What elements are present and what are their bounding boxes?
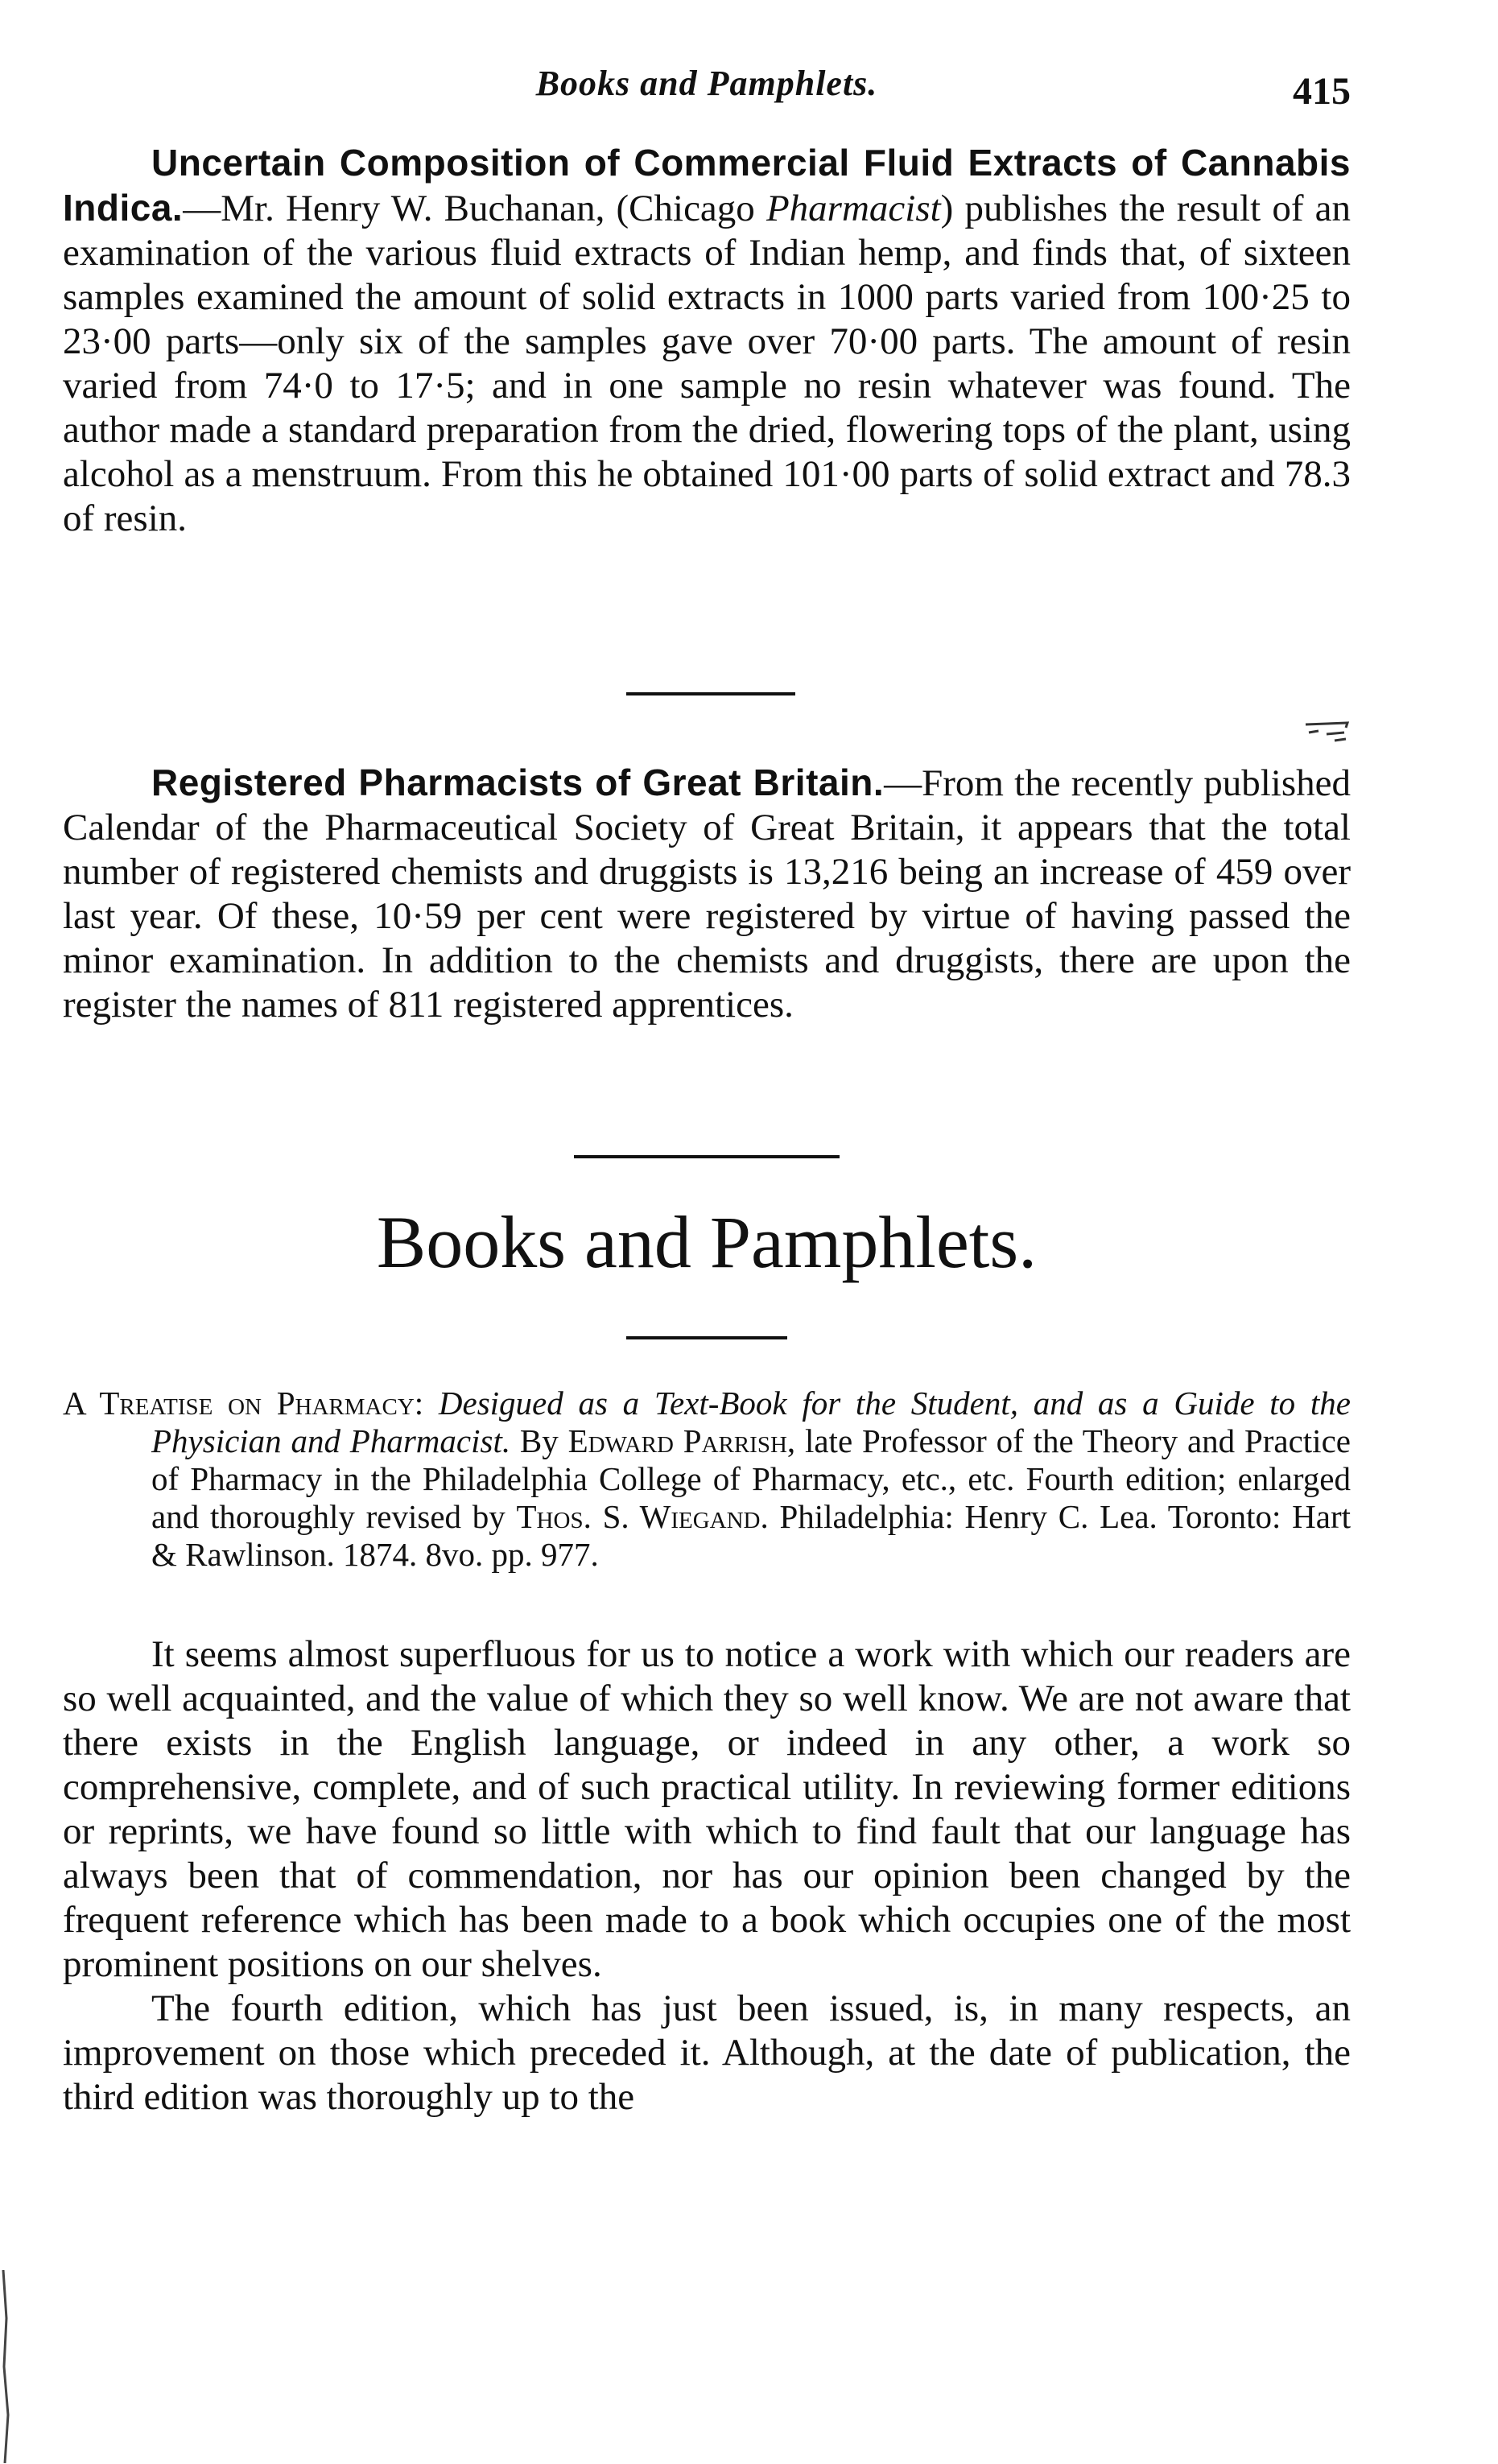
- running-title: Books and Pamphlets.: [535, 64, 878, 103]
- article-body-rest: ) publishes the result of an examination of the various fluid extracts of Indian hemp, and finds that, of sixteen samples examined the amount of solid extracts in 1000 parts varied from 100·25 to 23·00 parts—only six of the samples gave over 70·00 parts. The amount of resin varied from 74·0 to 17·5; and in one sample no resin whatever was found. The author made a standard preparation from the dried, flowering tops of the plant, using alcohol as a menstruum. From this he obtained 101·00 parts of solid extract and 78.3 of resin.: [63, 188, 1351, 539]
- ink-smudge: [1302, 716, 1351, 749]
- book-reviser: Thos. S. Wiegand: [516, 1498, 761, 1535]
- citation-by: By: [510, 1422, 568, 1459]
- running-head: [63, 63, 1351, 119]
- article-body-start: —Mr. Henry W. Buchanan, (Chicago: [183, 188, 766, 229]
- page-number: 415: [1293, 70, 1351, 113]
- article-paragraph: [63, 141, 1351, 541]
- article-registered-pharmacists: [63, 761, 1351, 1027]
- section-divider: [574, 1155, 840, 1158]
- article-cannabis-extracts: [63, 141, 1351, 541]
- book-author: Edward Parrish: [567, 1422, 787, 1459]
- article-body: —From the recently published Calendar of the Pharmaceutical Society of Great Britain, it appears that the total number of registered chemists and druggists is 13,216 being an increase of 459 over last year. Of these, 10·59 per cent were registered by virtue of having passed the minor examination. In addition to the chemists and druggists, there are upon the register the names of 811 registered apprentices.: [63, 762, 1351, 1026]
- book-imprint: . Philadelphia: Henry C. Lea. Toronto: Hart & Rawlinson. 1874. 8vo. pp. 977.: [151, 1498, 1352, 1573]
- article-paragraph: [63, 761, 1351, 1027]
- article-headline: Uncertain Composition of Commercial Fluid Extracts of Cannabis Indica.: [63, 142, 1351, 229]
- review-paragraph: The fourth edition, which has just been issued, is, in many respects, an improvement on those which preceded it. Although, at the date of publication, the third edition was thoroughly up to the: [63, 1987, 1351, 2118]
- citation-separator: :: [414, 1385, 439, 1422]
- book-title: A Treatise on Pharmacy: [63, 1385, 415, 1422]
- section-divider: [626, 1336, 787, 1339]
- page-edge-mark: [0, 2270, 16, 2463]
- article-headline: Registered Pharmacists of Great Britain.: [151, 761, 885, 803]
- book-subtitle: Desigued as a Text-Book for the Student, and as a Guide to the Physician and Pharmacist.: [151, 1385, 1351, 1459]
- section-divider: [626, 692, 795, 695]
- review-paragraph: It seems almost superfluous for us to notice a work with which our readers are so well acquainted, and the value of which they so well know. We are not aware that there exists in the English language, or indeed in any other, a work so comprehensive, complete, and of such practical utility. In reviewing former editions or reprints, we have found so little with which to find fault that our language has always been that of commendation, nor has our opinion been changed by the frequent reference which has been made to a book which occupies one of the most prominent positions on our shelves.: [63, 1633, 1351, 1985]
- book-citation: [63, 1385, 1351, 1574]
- publication-name: Pharmacist: [766, 188, 941, 229]
- section-title: Books and Pamphlets.: [376, 1201, 1038, 1283]
- author-description: , late Professor of the Theory and Practice of Pharmacy in the Philadelphia College of Pharmacy, etc., etc. Fourth edition; enlarged and thoroughly revised by: [151, 1422, 1351, 1535]
- review-body: [63, 1632, 1351, 2119]
